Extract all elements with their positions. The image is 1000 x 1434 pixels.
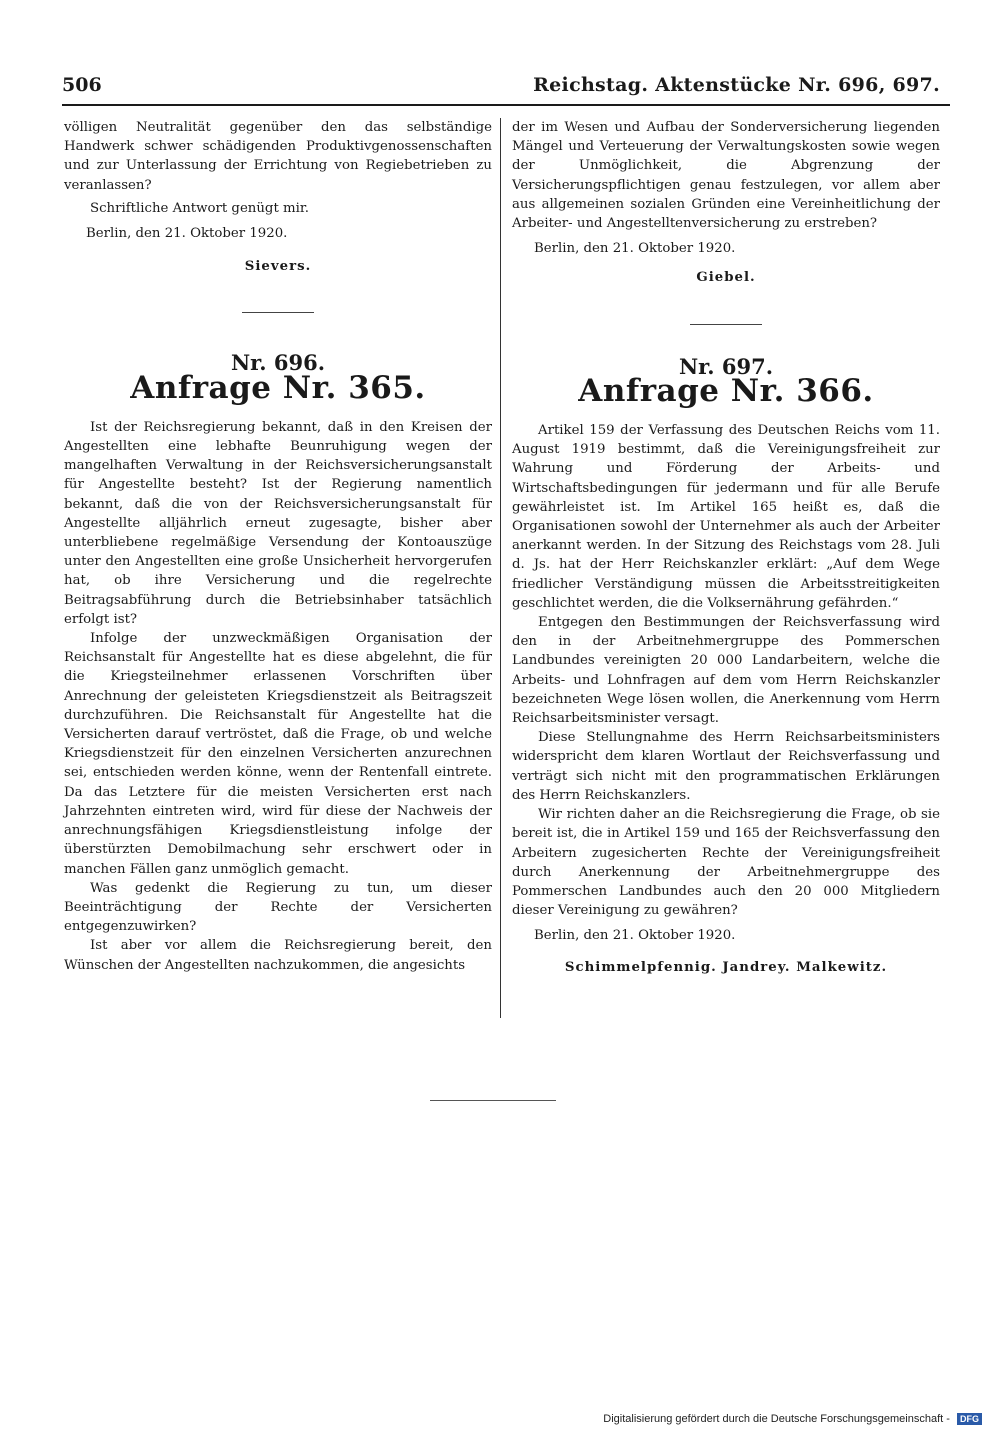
signature-sievers: Sievers. [244,259,312,275]
inquiry-365-paragraph: Was gedenkt die Regierung zu tun, um dieser Beeinträchtigung der Rechte der Versicherten entgegenzuwirken? [64,880,492,935]
footer-rule [430,1100,556,1101]
page-header [62,74,950,106]
inquiry-365-paragraph: Ist aber vor allem die Reichsregierung bereit, den Wünschen der Angestellten nachzukommen, die angesichts [64,938,492,973]
inquiry-366-paragraph: Diese Stellungnahme des Herrn Reichsarbeitsministers widerspricht dem klaren Wortlaut der Reichsverfassung und verträgt sich nicht mit den programmatischen Erklärungen des Herrn Reichskanzlers. [512,730,940,803]
doc-number-697: Nr. 697. [678,353,774,379]
right-intro-text: der im Wesen und Aufbau der Sonderversicherung liegenden Mängel und Verteuerung der Verwaltungskosten sowie wegen der Unmöglichkeit, die Abgrenzung der Versicherungspflichtigen genau festzulegen, vor allem aber aus allgemeinen sozialen Gründen eine Vereinheitlichung der Arbeiter- und Angestelltenversicherung zu erstreben? [512,120,940,232]
dfg-logo: DFG [957,1413,982,1425]
digitization-credit [603,1413,982,1425]
inquiry-366-paragraph: Wir richten daher an die Reichsregierung die Frage, ob sie bereit ist, die in Artikel 159 und 165 der Reichsverfassung den Arbeitern zugesicherten Rechte der Vereinigungsfreiheit durch Anerkennung der Arbeitnehmergruppe des Pommerschen Landbundes auch den 20 000 Mitgliedern dieser Vereinigung zu gewähren? [512,807,940,919]
right-column [512,118,940,977]
column-divider [500,118,501,1018]
running-title: Reichstag. Aktenstücke Nr. 696, 697. [533,74,940,96]
inquiry-title-365: Anfrage Nr. 365. [130,369,426,406]
inquiry-title-366: Anfrage Nr. 366. [578,372,874,409]
doc-number-696: Nr. 696. [230,350,326,376]
left-intro-text: völligen Neutralität gegenüber den das selbständige Handwerk schwer schädigenden Produktivgenossenschaften und zur Unterlassung der Errichtung von Regiebetrieben zu veranlassen? [64,120,492,193]
signature-giebel: Giebel. [696,270,756,286]
signatories-line: Schimmelpfennig. Jandrey. Malkewitz. [564,959,888,975]
page-number: 506 [62,74,102,96]
inquiry-365-paragraph: Infolge der unzweckmäßigen Organisation der Reichsanstalt für Angestellte hat es diese abgelehnt, die für die Kriegsteilnehmer erlassenen Vorschriften über Anrechnung der geleisteten Kriegsdienstzeit als Beitragszeit durchzuführen. Die Reichsanstalt für Angestellte hat die Versicherten darauf vertröstet, daß die Frage, ob und welche Kriegsdienstzeit für den einzelnen Versicherten anzurechnen sei, entschieden werden könne, wenn der Rentenfall eintrete. Da das Letztere für die meisten Versicherten erst nach Jahrzehnten eintreten wird, wird für diese der Nachweis der anrechnungsfähigen Kriegsdienstleistung infolge der überstürzten Demobilmachung sehr erschwert oder in manchen Fällen ganz unmöglich gemacht. [64,631,492,877]
inquiry-365-paragraph: Ist der Reichsregierung bekannt, daß in den Kreisen der Angestellten eine lebhafte Beunruhigung wegen der mangelhaften Verwaltung in der Reichsversicherungsanstalt für Angestellte besteht? Ist der Regierung namentlich bekannt, daß die von der Reichsversicherungsanstalt für Angestellte alljährlich erneut zugesagte, bisher aber unterbliebene regelmäßige Versendung der Kontoauszüge unter den Angestellten eine große Unsicherheit hervorgerufen hat, ob ihre Versicherung und die regelrechte Beitragsabführung durch die Betriebsinhaber tatsächlich erfolgt ist? [64,419,492,627]
inquiry-366-paragraph: Entgegen den Bestimmungen der Reichsverfassung wird den in der Arbeitnehmergruppe des Pommerschen Landbundes vereinigten 20 000 Landarbeitern, welche die Arbeits- und Lohnfragen auf dem vom Herrn Reichskanzler bezeichneten Wege lösen wollen, die Anerkennung vom Herrn Reichsarbeitsminister versagt. [512,615,940,727]
credit-text: Digitalisierung gefördert durch die Deutsche Forschungsgemeinschaft - [603,1413,950,1425]
left-column [64,118,492,975]
written-answer-note: Schriftliche Antwort genügt mir. [90,200,310,216]
right-closing-date: Berlin, den 21. Oktober 1920. [534,928,736,944]
inquiry-366-paragraph: Artikel 159 der Verfassung des Deutschen Reichs vom 11. August 1919 bestimmt, daß die Vereinigungsfreiheit zur Wahrung und Förderung der Arbeits- und Wirtschaftsbedingungen für jedermann und für alle Berufe gewährleistet ist. Im Artikel 165 heißt es, daß die Organisationen sowohl der Unternehmer als auch der Arbeiter anerkannt werden. In der Sitzung des Reichstags vom 28. Juli d. Js. hat der Herr Reichskanzler erklärt: „Auf dem Wege friedlicher Verständigung müssen die Arbeitsstreitigkeiten geschlichtet werden, die die Volksernährung gefährden.“ [512,423,940,611]
right-date: Berlin, den 21. Oktober 1920. [534,241,736,257]
left-date: Berlin, den 21. Oktober 1920. [86,226,288,242]
